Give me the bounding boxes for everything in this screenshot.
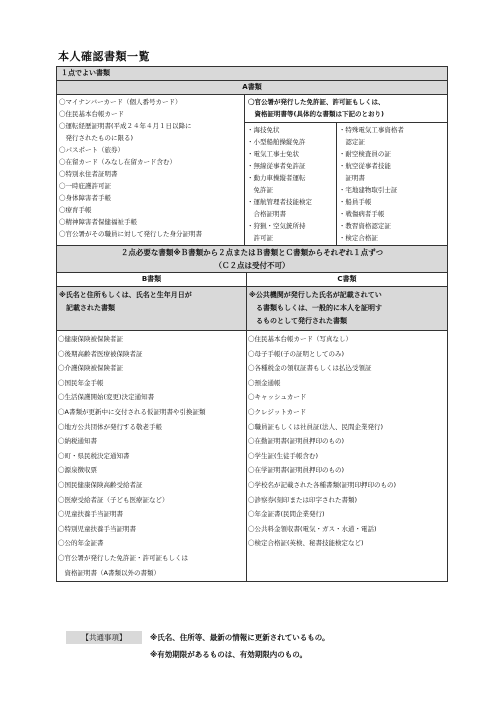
list-item: 〇学生証(生徒手帳含む) <box>248 451 319 460</box>
list-item: 〇マイナンバーカード（個人番号カード） <box>59 98 182 106</box>
list-item: 〇学校名が記載された各種書類(証明印押印のもの) <box>248 480 397 489</box>
list-item: ・検定合格証 <box>338 234 378 242</box>
a-right-title <box>245 95 447 123</box>
list-item: 〇国民年金手帳 <box>58 378 104 387</box>
list-item: 〇特別児童扶養手当証明書 <box>58 524 136 533</box>
list-item: 認定証 <box>338 138 365 146</box>
list-item: 〇官公署が発行した免許証・許可証もしくは <box>58 553 188 562</box>
bc-notes <box>57 287 447 331</box>
list-item: 〇住民基本台帳カード（写真なし） <box>248 335 352 343</box>
list-item: ・無線従事者免許証 <box>247 162 306 170</box>
common-tag: 【共通事項】 <box>66 631 142 644</box>
page-title: 本人確認書類一覧 <box>58 50 150 63</box>
one-point-header: １点でよい書類 <box>57 67 447 81</box>
c-note-line: ※公共機関が発行した氏名が記載されてい <box>249 291 382 299</box>
c-list <box>247 331 447 581</box>
b-note-line: 記載された書類 <box>59 304 115 312</box>
list-item: ・海技免状 <box>247 126 280 134</box>
list-item: 発行されたものに限る) <box>59 134 134 142</box>
list-item: 〇職員証もしくは社員証(法人、民間企業発行) <box>248 422 384 431</box>
list-item: 〇母子手帳(子の証明としてのみ) <box>248 349 345 358</box>
list-item: 〇医療受給者証（子ども医療証など） <box>58 495 169 504</box>
list-item: ・動力車操縦者運転 <box>247 174 306 182</box>
b-note-line: ※氏名と住所もしくは、氏名と生年月日が <box>59 291 192 299</box>
list-item: ・教習資格認定証 <box>338 222 391 230</box>
a-right-col2 <box>337 123 447 245</box>
list-item: 〇精神障害者保健福祉手帳 <box>59 218 137 226</box>
c-note-line: るものとして発行された書類 <box>249 317 347 325</box>
b-documents-header: B書類 <box>57 273 247 286</box>
list-item: ・小型船舶操縦免許 <box>247 138 306 146</box>
list-item: 〇源泉徴収票 <box>58 466 97 475</box>
list-item: ・宅地建物取引士証 <box>338 186 398 194</box>
list-item: 〇住民基本台帳カード <box>59 110 124 118</box>
a-documents-section <box>57 95 447 245</box>
bc-lists <box>57 331 447 581</box>
list-item: ・船員手帳 <box>338 198 372 206</box>
list-item: ・運航管理者技能検定 <box>247 198 312 206</box>
document-table <box>56 66 448 582</box>
a-right-block <box>245 95 447 245</box>
a-left-list <box>57 95 245 245</box>
c-documents-header: C書類 <box>337 275 357 283</box>
c-note <box>247 287 447 330</box>
common-note-1: ※氏名、住所等、最新の情報に更新されているもの。 <box>150 633 330 642</box>
list-item: 〇一時庇護許可証 <box>59 182 111 190</box>
list-item: 許可証 <box>247 234 273 242</box>
b-note <box>57 287 247 330</box>
a-right-title-line: 資格証明書等(具体的な書類は下記のとおり) <box>248 110 384 118</box>
c-note-line: る書類もしくは、一般的に本人を証明す <box>249 304 382 312</box>
list-item: 〇児童扶養手当証明書 <box>58 510 123 519</box>
list-item: 〇預金通帳 <box>248 378 281 387</box>
list-item: ・戦傷病者手帳 <box>338 210 385 218</box>
list-item: 資格証明書（A書類以外の書類） <box>58 568 160 577</box>
list-item: 〇介護保険被保険者証 <box>58 364 123 373</box>
bc-headers <box>57 272 447 287</box>
list-item: 〇診察券(刻印または印字された書類) <box>248 495 358 504</box>
list-item: 〇検定合格証(英検、秘書技能検定など) <box>248 539 364 548</box>
list-item: 〇クレジットカード <box>248 407 307 416</box>
a-right-title-line: 〇官公署が発行した免許証、許可証もしくは、 <box>248 98 385 106</box>
a-right-col1 <box>245 123 337 245</box>
list-item: 〇地方公共団体が発行する敬老手帳 <box>58 422 162 431</box>
list-item: 〇国民健康保険高齢受給者証 <box>58 480 143 489</box>
list-item: 〇身体障害者手帳 <box>59 194 111 202</box>
a-right-lists <box>245 123 447 245</box>
list-item: 〇在留カード（みなし在留カード含む） <box>59 158 176 166</box>
list-item: 〇特別永住者証明書 <box>59 170 118 178</box>
list-item: 証明書 <box>338 174 365 182</box>
two-point-subtitle: （Ｃ２点は受付不可） <box>214 261 290 270</box>
list-item: 合格証明書 <box>247 210 286 218</box>
list-item: 〇町・県民税決定通知書 <box>58 451 130 460</box>
list-item: 〇官公署がその職員に対して発行した身分証明書 <box>59 230 202 238</box>
list-item: 〇運転経歴証明書(平成２４年４月１日以降に <box>59 122 192 130</box>
list-item: 〇A書類が更新中に交付される仮証明書や引換証類 <box>58 407 206 416</box>
list-item: 〇キャッシュカード <box>248 393 307 402</box>
list-item: 〇後期高齢者医療被保険者証 <box>58 349 143 358</box>
list-item: ・耐空検査員の証 <box>338 150 391 158</box>
a-documents-header: A書類 <box>57 81 447 95</box>
list-item: 〇年金証書(民間企業発行) <box>248 510 325 519</box>
list-item: ・航空従事者技能 <box>338 162 391 170</box>
list-item: ・電気工事士免状 <box>247 150 299 158</box>
list-item: 免許証 <box>247 186 273 194</box>
common-note-2: ※有効期限があるものは、有効期限内のもの。 <box>150 650 307 659</box>
list-item: 〇公的年金証書 <box>58 539 104 548</box>
list-item: 〇生活保護開始(変更)決定通知書 <box>58 393 155 402</box>
list-item: ・特殊電気工事資格者 <box>338 126 404 134</box>
list-item: 〇各種税金の領収証書もしくは払込受領証 <box>248 364 372 373</box>
list-item: 〇在学証明書(証明員押印のもの) <box>248 466 345 475</box>
two-point-title: ２点必要な書類※Ｂ書類から２点またはＢ書類とＣ書類からそれぞれ１点ずつ <box>120 248 384 257</box>
list-item: 〇公共料金領収書(電気・ガス・水道・電話) <box>248 524 377 533</box>
list-item: 〇パスポート（旅券） <box>59 146 124 154</box>
b-list <box>57 331 247 581</box>
list-item: 〇療育手帳 <box>59 206 92 214</box>
list-item: 〇在勤証明書(証明員押印のもの) <box>248 437 345 446</box>
two-point-header <box>57 245 447 272</box>
list-item: 〇納税通知書 <box>58 437 97 446</box>
list-item: 〇健康保険被保険者証 <box>58 335 123 343</box>
list-item: ・狩猟・空気銃所持 <box>247 222 306 230</box>
